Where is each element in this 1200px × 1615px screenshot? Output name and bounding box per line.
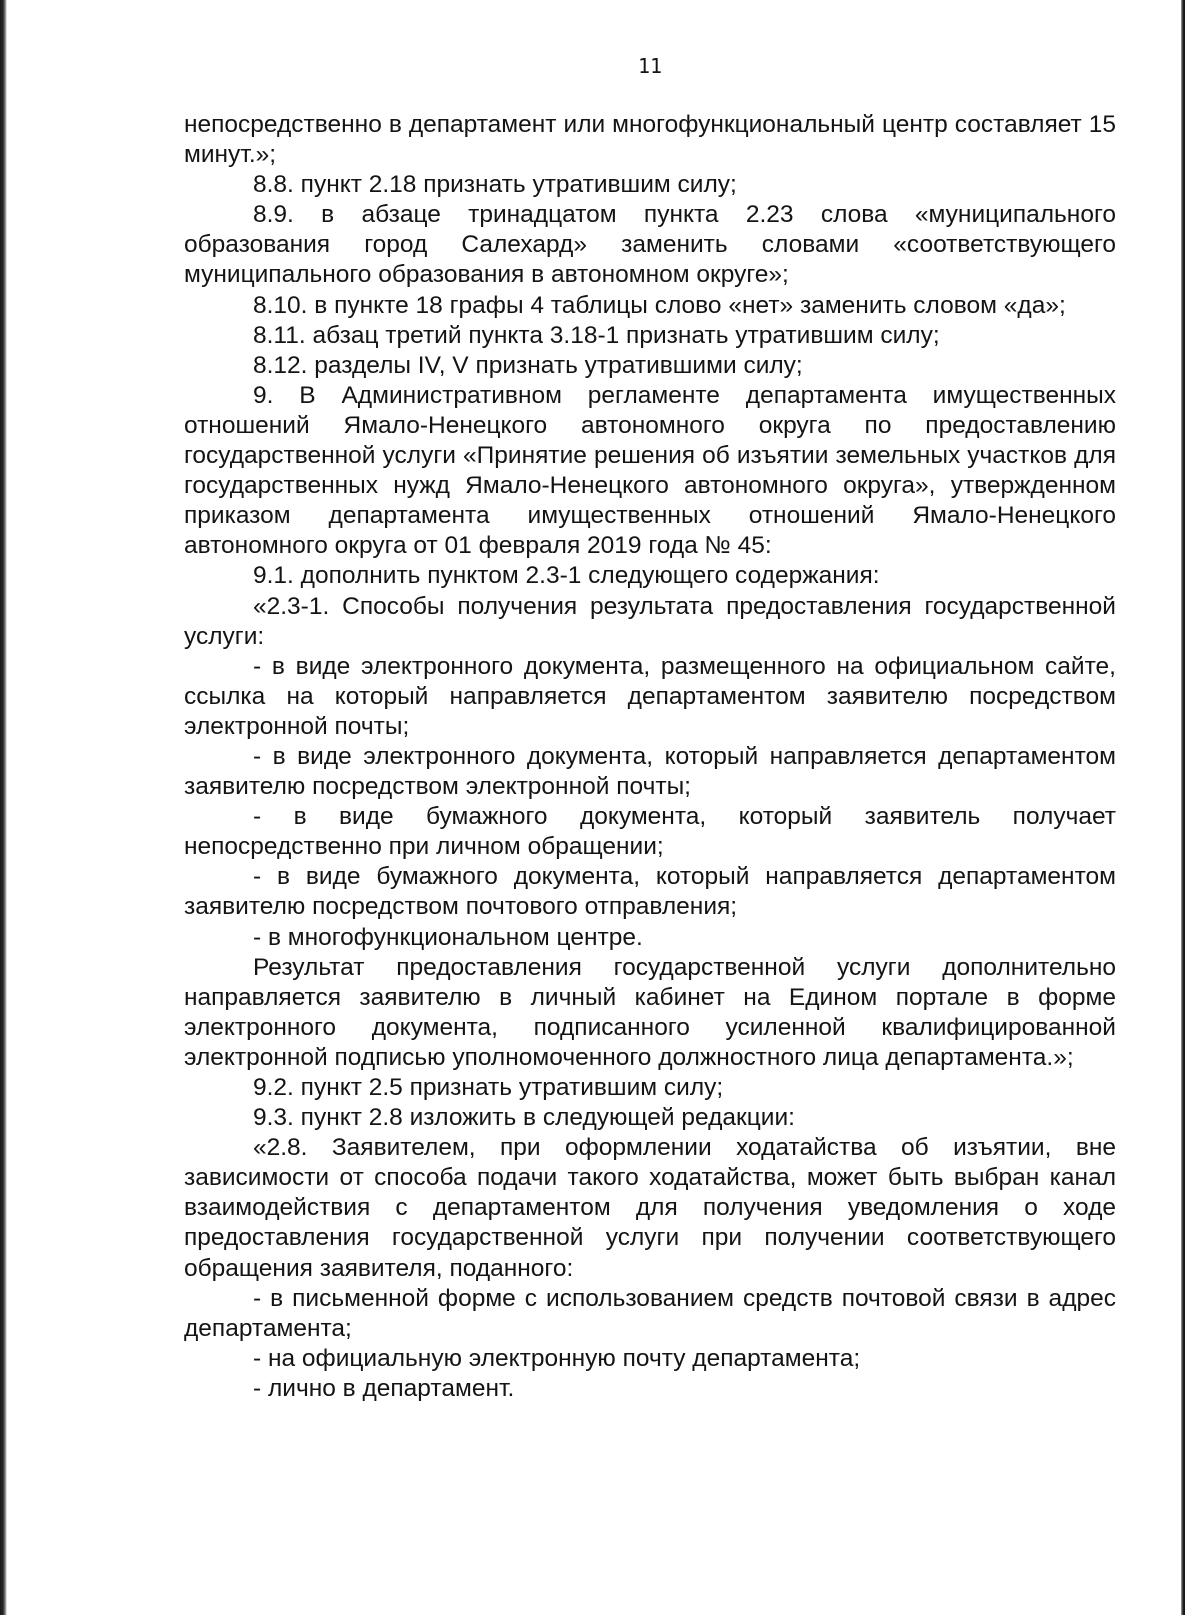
paragraph-9-1: 9.1. дополнить пунктом 2.3-1 следующего содержания:: [253, 562, 880, 590]
paragraph-2-3-1-heading: «2.3-1. Способы получения результата предоставления государственной услуги:: [184, 592, 1116, 650]
paragraph-8-8: 8.8. пункт 2.18 признать утратившим силу;: [253, 171, 737, 199]
paragraph-8-12: 8.12. разделы IV, V признать утратившими силу;: [253, 351, 803, 379]
page-number: [0, 54, 1200, 78]
document-body: [184, 110, 1116, 1404]
paragraph-8-11: 8.11. абзац третий пункта 3.18-1 признать утратившим силу;: [253, 321, 940, 349]
list-item-in-person: - лично в департамент.: [253, 1374, 515, 1402]
list-item-official-email: - на официальную электронную почту департамента;: [253, 1344, 861, 1372]
paragraph-continuation: непосредственно в департамент или многофункциональный центр составляет 15 минут.»;: [184, 111, 1116, 169]
paragraph-9-3: 9.3. пункт 2.8 изложить в следующей редакции:: [253, 1104, 795, 1132]
page-number-text: 11: [637, 54, 663, 78]
paragraph-2-8: «2.8. Заявителем, при оформлении ходатайства об изъятии, вне зависимости от способа подачи такого ходатайства, может быть выбран канал взаимодействия с департаментом для получения уведомления о ходе предоставления государственной услуги при получении соответствующего обращения заявителя, поданного:: [184, 1134, 1116, 1282]
scan-margin-right: [1185, 0, 1200, 1615]
list-item-electronic-email: - в виде электронного документа, который направляется департаментом заявителю посредством электронной почты;: [184, 742, 1116, 801]
paragraph-9: 9. В Административном регламенте департамента имущественных отношений Ямало-Ненецкого автономного округа по предоставлению государственной услуги «Принятие решения об изъятии земельных участков для государственных нужд Ямало-Ненецкого автономного округа», утвержденном приказом департамента имущественных отношений Ямало-Ненецкого автономного округа от 01 февраля 2019 года № 45:: [184, 381, 1116, 560]
list-item-paper-in-person: - в виде бумажного документа, который заявитель получает непосредственно при личном обращении;: [184, 803, 1116, 861]
list-item-written-post: - в письменной форме с использованием средств почтовой связи в адрес департамента;: [184, 1284, 1116, 1342]
list-item-electronic-site: - в виде электронного документа, размещенного на официальном сайте, ссылка на который направляется департаментом заявителю посредством электронной почты;: [184, 652, 1116, 740]
list-item-mfc: - в многофункциональном центре.: [253, 923, 643, 951]
paragraph-8-9: 8.9. в абзаце тринадцатом пункта 2.23 слова «муниципального образования город Салехард» заменить словами «соответствующего муниципального образования в автономном округе»;: [184, 201, 1116, 289]
paragraph-9-2: 9.2. пункт 2.5 признать утратившим силу;: [253, 1074, 724, 1101]
paragraph-8-10: 8.10. в пункте 18 графы 4 таблицы слово «нет» заменить словом «да»;: [253, 291, 1066, 319]
paragraph-result-portal: Результат предоставления государственной услуги дополнительно направляется заявителю в личный кабинет на Едином портале в форме электронного документа, подписанного усиленной квалифицированной электронной подписью уполномоченного должностного лица департамента.»;: [184, 953, 1116, 1071]
scan-border-left: [0, 0, 7, 1615]
list-item-paper-mail: - в виде бумажного документа, который направляется департаментом заявителю посредством почтового отправления;: [184, 863, 1116, 921]
